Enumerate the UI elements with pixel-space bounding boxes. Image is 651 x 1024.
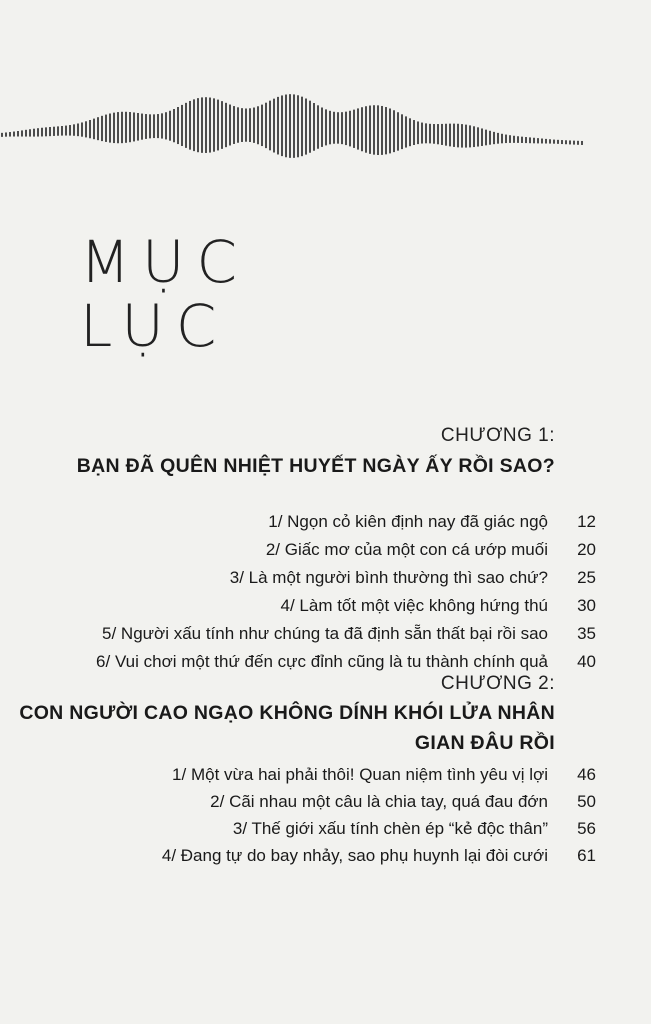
toc-entry[interactable] — [0, 765, 651, 791]
entry-title: 1/ Ngọn cỏ kiên định nay đã giác ngộ — [268, 512, 548, 531]
toc-entry[interactable] — [0, 568, 651, 594]
decorative-wave-lines — [0, 80, 651, 170]
entry-page: 40 — [577, 652, 596, 671]
entry-title: 1/ Một vừa hai phải thôi! Quan niệm tình yêu vị lợi — [172, 765, 548, 784]
toc-entry[interactable] — [0, 596, 651, 622]
entry-page: 12 — [577, 512, 596, 531]
toc-entry[interactable] — [0, 624, 651, 650]
entry-page: 50 — [577, 792, 596, 811]
toc-title-line1: MỤC — [80, 228, 249, 296]
toc-title-line2: LỤC — [80, 292, 229, 360]
toc-entry[interactable] — [0, 792, 651, 818]
entry-title: 3/ Là một người bình thường thì sao chứ? — [229, 568, 548, 587]
toc-entry[interactable] — [0, 540, 651, 566]
chapter-2-heading-line2: GIAN ĐÂU RỒI — [414, 732, 555, 754]
entry-title: 4/ Làm tốt một việc không hứng thú — [280, 596, 548, 615]
entry-title: 2/ Giấc mơ của một con cá ướp muối — [265, 540, 548, 559]
toc-entry[interactable] — [0, 819, 651, 845]
entry-page: 30 — [577, 596, 596, 615]
entry-title: 5/ Người xấu tính như chúng ta đã định sẵn thất bại rồi sao — [102, 624, 548, 643]
entry-page: 46 — [577, 765, 596, 784]
entry-page: 61 — [577, 846, 596, 865]
chapter-1-label: CHƯƠNG 1: — [440, 425, 555, 446]
entry-page: 56 — [577, 819, 596, 838]
chapter-2-label: CHƯƠNG 2: — [440, 673, 555, 694]
toc-entry[interactable] — [0, 846, 651, 872]
toc-entry[interactable] — [0, 512, 651, 538]
entry-title: 2/ Cãi nhau một câu là chia tay, quá đau đớn — [210, 792, 548, 811]
entry-page: 25 — [577, 568, 596, 587]
entry-page: 20 — [577, 540, 596, 559]
entry-title: 4/ Đang tự do bay nhảy, sao phụ huynh lại đòi cưới — [161, 846, 548, 865]
chapter-2-heading-line1: CON NGƯỜI CAO NGẠO KHÔNG DÍNH KHÓI LỬA NHÂN — [19, 702, 555, 724]
entry-title: 3/ Thế giới xấu tính chèn ép “kẻ độc thân” — [232, 819, 548, 838]
entry-page: 35 — [577, 624, 596, 643]
entry-title: 6/ Vui chơi một thứ đến cực đỉnh cũng là tu thành chính quả — [96, 652, 548, 671]
chapter-2-heading — [19, 698, 555, 758]
chapter-1-heading: BẠN ĐÃ QUÊN NHIỆT HUYẾT NGÀY ẤY RỒI SAO? — [76, 455, 555, 477]
